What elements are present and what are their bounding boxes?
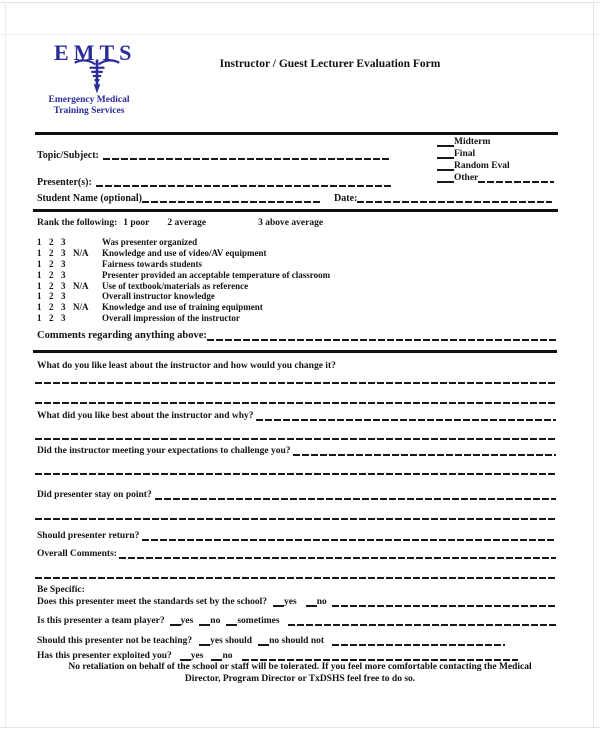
standards-question-row [37,597,556,608]
overall-comments-label: Overall Comments: [37,549,117,559]
rank-3[interactable]: 3 [61,302,66,313]
other-check-line[interactable] [437,181,454,183]
question-on-point-line-2[interactable] [35,518,556,520]
rank-1[interactable]: 1 [37,237,42,247]
rank-row-2 [37,248,330,259]
standards-no-label: no [316,597,327,607]
rank-1[interactable]: 1 [37,313,42,324]
section-divider-middle [33,350,557,353]
final-check-line[interactable] [437,157,454,159]
comments-line[interactable] [207,339,556,341]
rank-2[interactable]: 2 [49,269,54,280]
scan-edge-inner [0,34,600,35]
section-divider-header [33,209,558,212]
question-expectations-label: Did the instructor meeting your expectations to challenge you? [37,446,291,456]
retaliation-notice-line2: Director, Program Director or TxDSHS feel free to do so. [184,673,416,684]
exploited-yes-check-line[interactable] [180,659,191,661]
scan-edge-right [593,2,594,727]
standards-question-label: Does this presenter meet the standards set by the school? [37,597,268,607]
date-label: Date: [334,193,358,204]
eval-option-random [437,160,554,172]
not-teaching-question-row [37,636,505,647]
rank-row-6 [37,291,330,302]
student-date-row [37,193,552,204]
eval-option-midterm [437,136,554,148]
rank-1[interactable]: 1 [37,302,42,313]
exploited-write-in-line[interactable] [242,659,518,661]
rank-intro-row [37,218,323,229]
form-title: Instructor / Guest Lecturer Evaluation Form [219,58,441,70]
scan-edge-top [0,2,600,3]
rank-1[interactable]: 1 [37,280,42,291]
exploited-question-label: Has this presenter exploited you? [37,651,172,661]
rank-row-label: Overall instructor knowledge [102,291,215,302]
rank-scale-average: 2 average [167,218,207,228]
overall-comments-row [37,549,556,560]
rank-3[interactable]: 3 [61,269,66,280]
topic-subject-label: Topic/Subject: [37,150,99,161]
question-on-point-line[interactable] [155,498,556,500]
org-name-line1: Emergency Medical [48,95,130,105]
org-name [42,95,136,117]
topic-subject-line[interactable] [103,158,390,160]
not-teaching-no-check-line[interactable] [258,644,269,646]
org-name-line2: Training Services [53,106,125,116]
caduceus-icon [72,57,122,95]
rank-2[interactable]: 2 [49,291,54,302]
question-best-row [37,411,556,422]
standards-no-check-line[interactable] [306,605,317,607]
question-return-label: Should presenter return? [37,531,140,541]
random-eval-check-line[interactable] [437,169,454,171]
eval-option-other [437,172,554,184]
rank-row-3 [37,259,330,270]
comments-row [37,330,556,342]
rank-row-8 [37,313,330,324]
team-sometimes-check-line[interactable] [226,624,237,626]
team-no-label: no [210,616,221,626]
final-label: Final [454,149,476,159]
rank-2[interactable]: 2 [49,247,54,258]
rank-3[interactable]: 3 [61,237,66,247]
rank-row-1 [37,237,330,248]
team-player-question-label: Is this presenter a team player? [37,616,165,626]
question-return-line[interactable] [142,539,556,541]
question-return-row [37,531,556,542]
rank-scale-above: 3 above average [258,218,324,228]
rank-row-7 [37,302,330,313]
team-yes-label: yes [180,616,194,626]
exploited-no-check-line[interactable] [211,659,222,661]
team-yes-check-line[interactable] [170,624,181,626]
rank-row-4 [37,270,330,281]
not-teaching-question-label: Should this presenter not be teaching? [37,636,193,646]
rank-intro-label: Rank the following: [37,218,118,228]
question-on-point-label: Did presenter stay on point? [37,490,152,500]
standards-write-in-line[interactable] [332,605,556,607]
team-player-question-row [37,616,556,627]
section-divider-top [35,132,558,135]
rank-na[interactable]: N/A [73,247,89,258]
rank-2[interactable]: 2 [49,280,54,291]
topic-subject-row [37,150,390,161]
rank-1[interactable]: 1 [37,291,42,302]
rank-3[interactable]: 3 [61,258,66,269]
not-teaching-yes-check-line[interactable] [199,644,210,646]
other-label: Other [454,173,479,183]
rank-3[interactable]: 3 [61,291,66,302]
rank-1[interactable]: 1 [37,269,42,280]
rank-row-label: Use of textbook/materials as reference [102,280,249,291]
other-write-in-line[interactable] [478,181,554,183]
retaliation-notice [30,662,570,685]
question-expectations-row [37,446,556,457]
question-on-point-row [37,490,556,501]
student-name-line[interactable] [142,201,322,203]
question-least-line-1[interactable] [35,382,556,384]
not-teaching-write-in-line[interactable] [332,644,505,646]
rank-row-label: Fairness towards students [102,258,203,269]
random-eval-label: Random Eval [454,161,510,171]
question-best-label: What did you like best about the instructor and why? [37,411,254,421]
rank-rows [37,237,330,324]
rank-1[interactable]: 1 [37,258,42,269]
scan-edge-left [5,2,6,727]
question-least-line-2[interactable] [35,402,556,404]
presenters-label: Presenter(s): [37,177,92,188]
question-best-line-2[interactable] [35,438,556,440]
exploited-no-label: no [222,651,233,661]
eval-option-final [437,148,554,160]
standards-yes-label: yes [284,597,297,607]
team-sometimes-label: sometimes [237,616,280,626]
rank-3[interactable]: 3 [61,313,66,324]
exploited-yes-label: yes [190,651,204,661]
midterm-check-line[interactable] [437,145,454,147]
rank-na[interactable]: N/A [73,280,89,291]
presenters-line[interactable] [96,185,393,187]
rank-row-label: Knowledge and use of video/AV equipment [102,247,267,258]
comments-label: Comments regarding anything above: [37,330,207,341]
exploited-question-row [37,651,518,662]
rank-2[interactable]: 2 [49,237,54,247]
overall-comments-line-2[interactable] [35,577,556,579]
rank-1[interactable]: 1 [37,247,42,258]
be-specific-heading: Be Specific: [37,585,85,595]
not-teaching-no-label: no should not [269,636,325,646]
rank-2[interactable]: 2 [49,302,54,313]
rank-3[interactable]: 3 [61,280,66,291]
logo-text: EMTS [54,40,137,65]
date-line[interactable] [357,201,552,203]
question-least-label: What do you like least about the instructor and how would you change it? [37,361,336,371]
rank-row-label: Knowledge and use of training equipment [102,302,263,313]
not-teaching-yes-label: yes should [210,636,253,646]
presenters-row [37,177,393,188]
question-expectations-line-2[interactable] [35,473,556,475]
team-no-check-line[interactable] [199,624,210,626]
rank-row-label: Was presenter organized [102,237,198,247]
scan-edge-bottom [0,727,600,728]
rank-row-5 [37,281,330,292]
student-name-label: Student Name (optional) [37,193,143,204]
question-best-line[interactable] [256,419,556,421]
team-write-in-line[interactable] [288,624,556,626]
midterm-label: Midterm [454,137,491,147]
overall-comments-line[interactable] [119,557,556,559]
rank-3[interactable]: 3 [61,247,66,258]
eval-type-options [437,136,554,184]
rank-row-label: Presenter provided an acceptable temperature of classroom [102,269,331,280]
rank-2[interactable]: 2 [49,313,54,324]
rank-2[interactable]: 2 [49,258,54,269]
retaliation-notice-line1: No retaliation on behalf of the school or staff will be tolerated. If you feel more comfortable contacting the Medical [68,662,532,672]
question-expectations-line[interactable] [293,454,557,456]
standards-yes-check-line[interactable] [273,605,284,607]
rank-row-label: Overall impression of the instructor [102,313,240,324]
rank-na[interactable]: N/A [73,302,89,313]
rank-scale-poor: 1 poor [123,218,150,228]
